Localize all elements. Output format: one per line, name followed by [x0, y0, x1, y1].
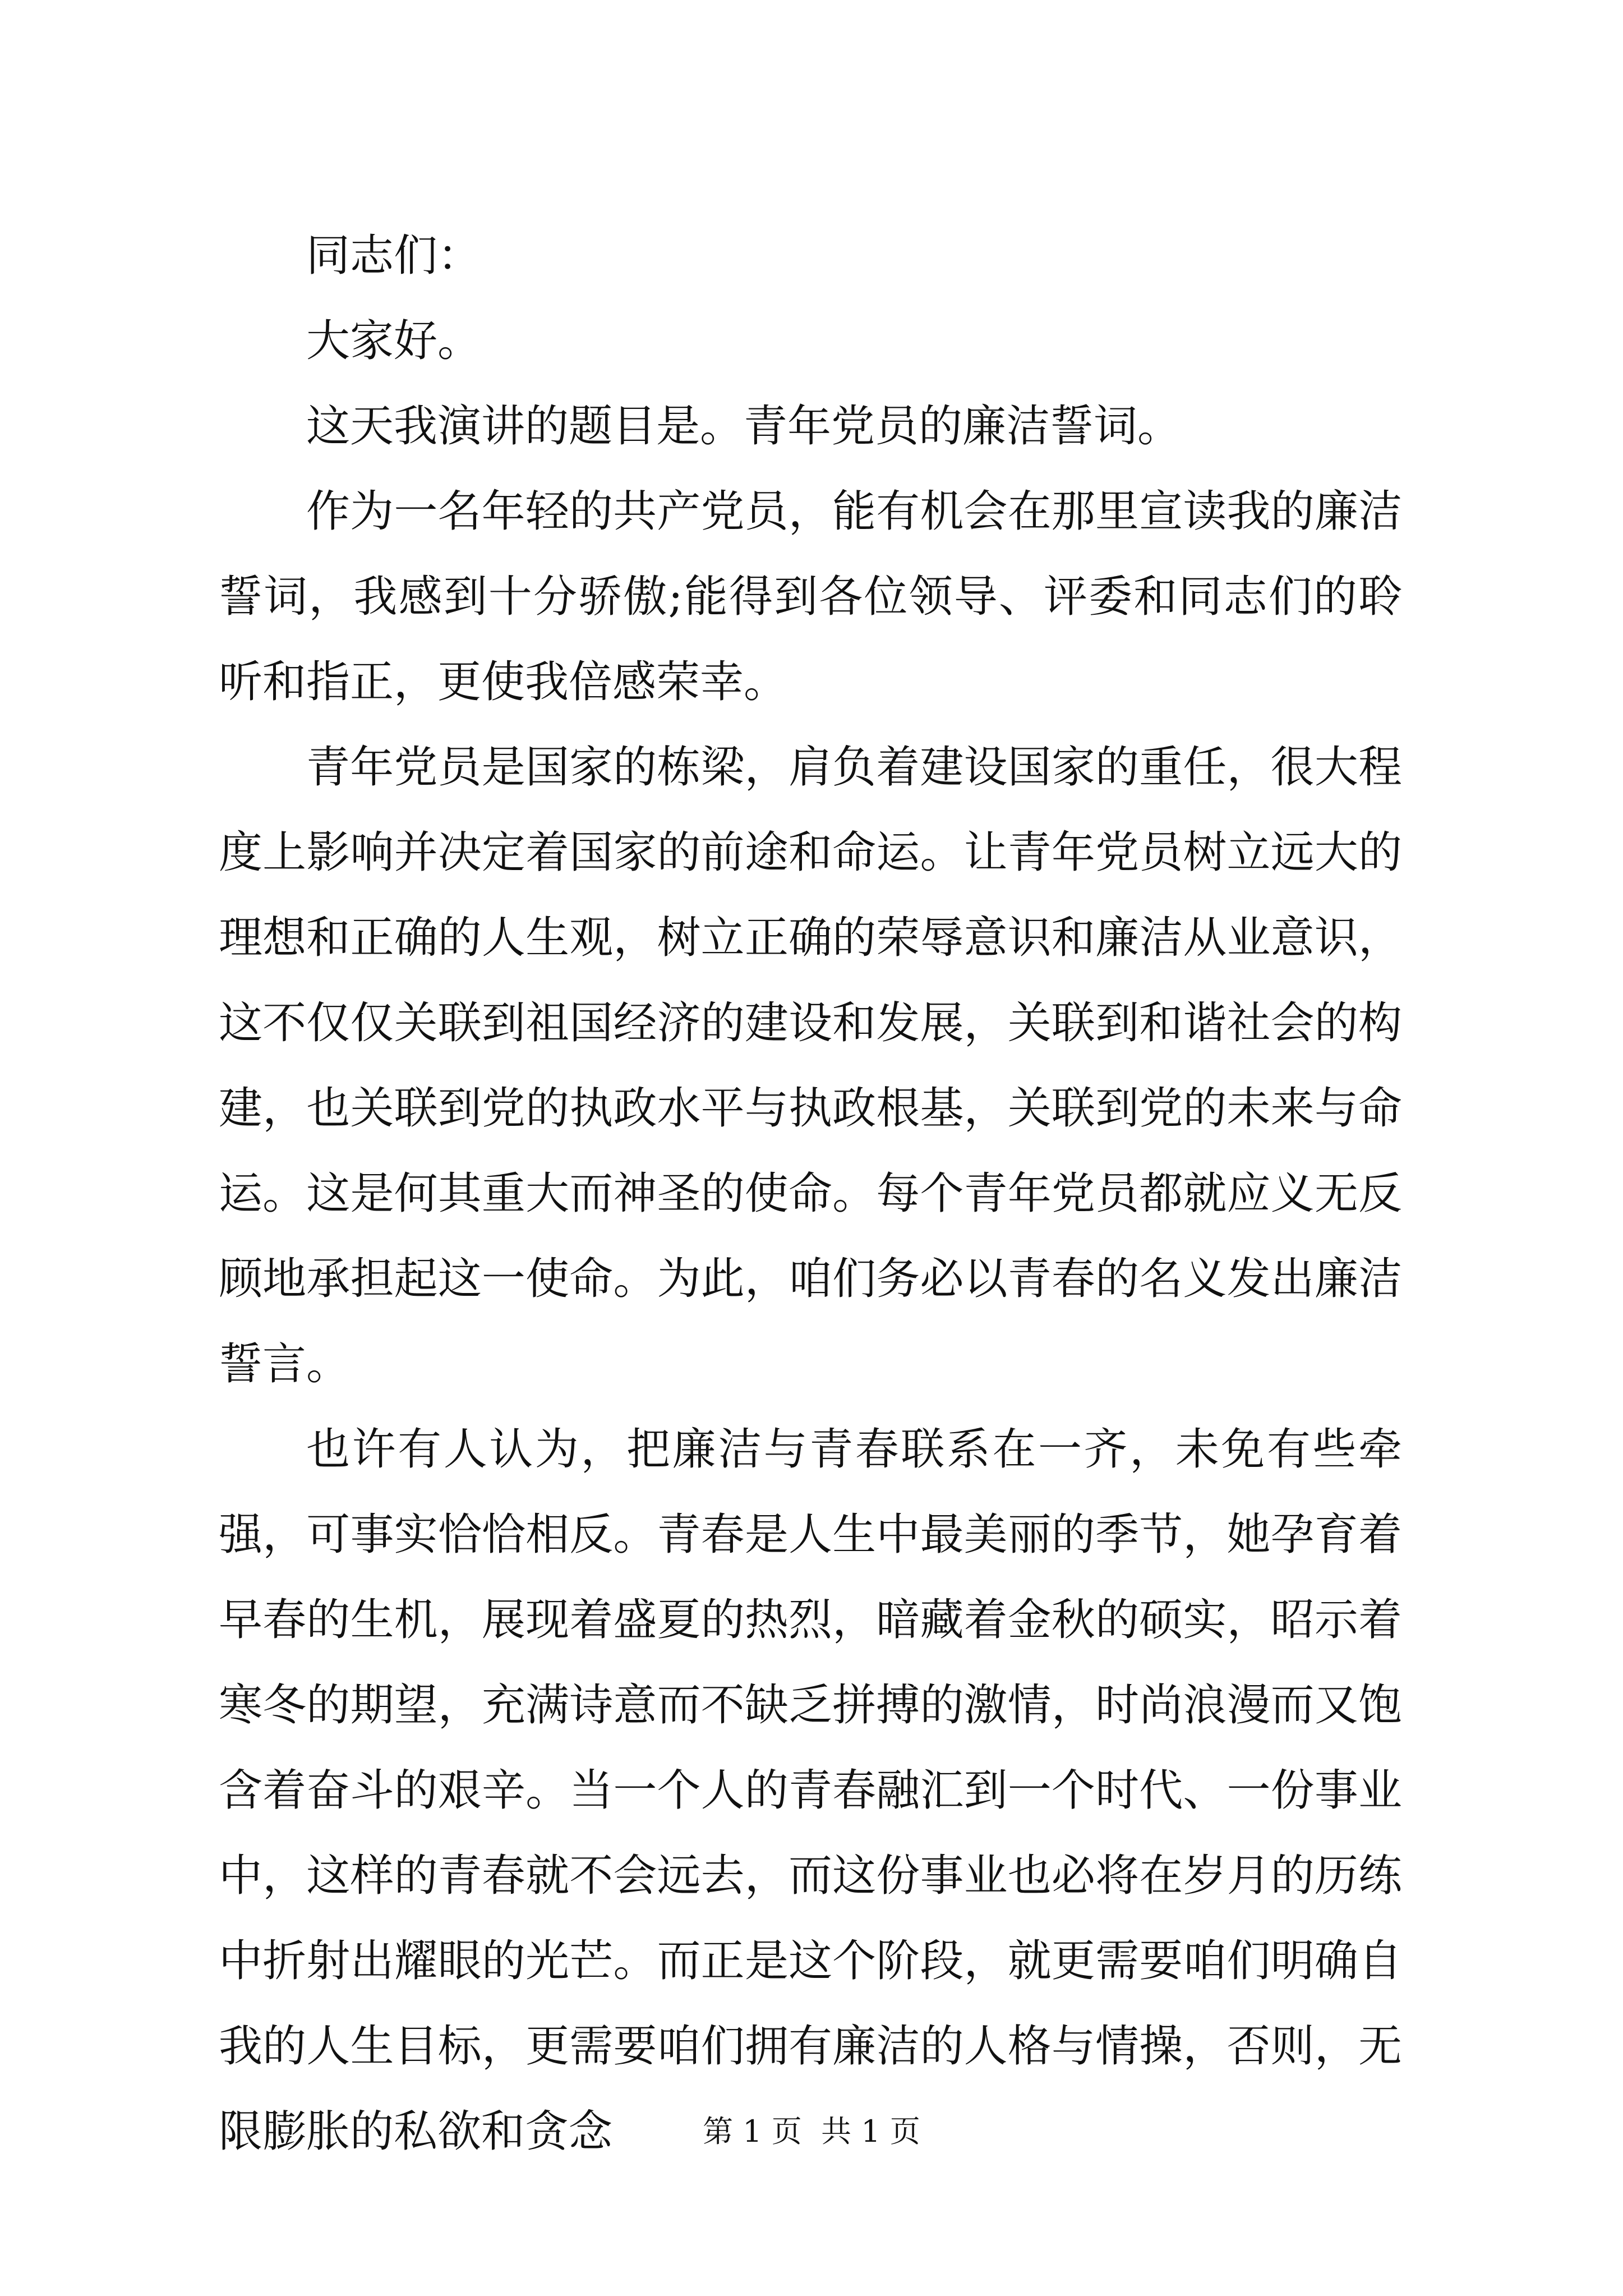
paragraph-youth: 也许有人认为，把廉洁与青春联系在一齐，未免有些牵强，可事实恰恰相反。青春是人生中最美丽的季节，她孕育着早春的生机，展现着盛夏的热烈，暗藏着金秋的硕实，昭示着寒冬的期望，充满诗意而不缺乏拼搏的激情，时尚浪漫而又饱含着奋斗的艰辛。当一个人的青春融汇到一个时代、一份事业中，这样的青春就不会远去，而这份事业也必将在岁月的历练中折射出耀眼的光芒。而正是这个阶段，就更需要咱们明确自我的人生目标，更需要咱们拥有廉洁的人格与情操，否则，无限膨胀的私欲和贪念 [219, 1424, 1402, 2157]
paragraph-mission: 青年党员是国家的栋梁，肩负着建设国家的重任，很大程度上影响并决定着国家的前途和命运。让青年党员树立远大的理想和正确的人生观，树立正确的荣辱意识和廉洁从业意识，这不仅仅关联到祖国经济的建设和发展，关联到和谐社会的构建，也关联到党的执政水平与执政根基，关联到党的未来与命运。这是何其重大而神圣的使命。每个青年党员都就应义无反顾地承担起这一使命。为此，咱们务必以青春的名义发出廉洁誓言。 [219, 742, 1402, 1389]
paragraph-greeting: 大家好。 [306, 316, 482, 366]
page-number-label: 第 1 页 共 1 页 [703, 2114, 920, 2149]
paragraph-topic: 这天我演讲的题目是。青年党员的廉洁誓词。 [306, 401, 1182, 452]
document-body [219, 213, 1402, 2174]
paragraph-intro: 作为一名年轻的共产党员，能有机会在那里宣读我的廉洁誓词，我感到十分骄傲;能得到各位领导、评委和同志们的聆听和指正，更使我倍感荣幸。 [219, 486, 1402, 707]
paragraph-salutation: 同志们： [306, 231, 482, 281]
page-footer [0, 2112, 1623, 2151]
